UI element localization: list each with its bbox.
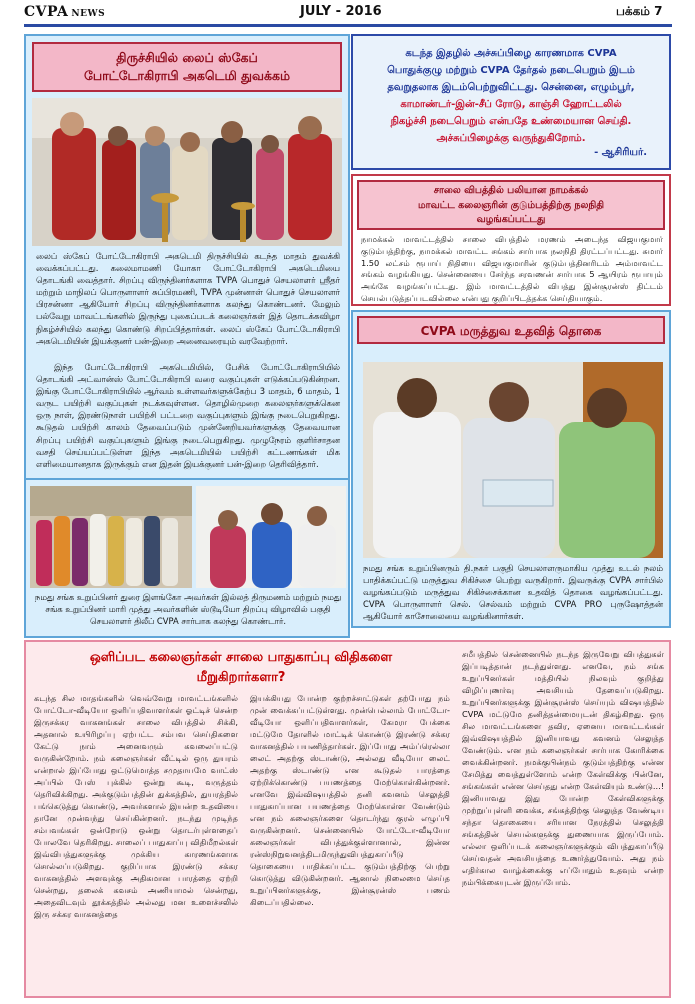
notice-line-5: நிகழ்ச்சி நடைபெறும் என்பதே உண்மையான செய்தி. (390, 116, 632, 127)
academy-paragraph-2: இந்த போட்டோகிராபி அகடெமியில், பேசிக் போட்டோகிராபியில் தொடங்கி அட்வான்ஸ் போட்டோகிராபி வரை வகுப்புகள் எடுக்கப்படுகின்றன. இங்கு போட்டோகிராபியில் ஆர்வம் உள்ளவர்களுக்கேற்ப 3 மாதம், 6 மாதம், 1 வருட பயிற்சி வகுப்புகள் நடக்கவுள்ளன. தொழில்முறை கலைஞர்களுக்கென ஒரு நாள், இரண்டுநாள் பயிற்சி பட்டறை வகுப்புகளும் இங்கு நடைபெறுகிறது. கூடுதல் பயிற்சி காலம் தேவைப்படும் முன்னேறியவர்களுக்கு தேவையான சிறப்பு பயிற்சி வகுப்புகளும் இங்கு நடைபெறுகிறது. முழுநேரம் குளிர்சாதன வசதி செய்யப்பட்டுள்ள இந்த அகடெமியில் பயிற்சி கட்டணங்கள் மிக எளிமையானதாக இருக்கும் என இதன் இயக்குனர் பன்-இறை தெரிவித்தார். (36, 362, 340, 469)
notice-signature: - ஆசிரியர். (594, 147, 647, 158)
accident-title-line3: வழங்கப்பட்டது (476, 214, 546, 225)
studio-wedding-article (24, 478, 350, 638)
road-safety-column-3: சமீபத்தில் சென்னையில் நடந்த இருவேறு விபத்துகள் இப்படித்தான் நடந்துள்ளது. எனவே, நம் சங்க உறுப்பினர்கள் மத்தியில் நிலவும் குறித்து விழிப்புணர்வு அவசியம் தேவைப்படுகிறது. உறுப்பினர்களுக்கு இன்சூரன்ஸ் செய்யும் விஷயத்தில் CVPA மட்டுமே தனித்தன்மையுடன் திகழ்கிறது. ஒரு சில மாவட்டங்களை தவிர, ஏனைய மாவட்டங்கள் இவ்விஷயத்தில் இனியாவது கவனம் செலுத்த வேண்டும். என நம் கலைஞர்கள் சார்பாக கோரிக்கை வைக்கின்றனர். நமக்குபின்நம் குடும்பத்திற்கு என்ன சேமித்து வைத்துள்ளோம் என்ற கேள்விக்கு பின்னே, சங்கங்கள் என்ன செய்தது என்ற கேள்வியும் உண்டு...! இனியாவது இது போன்ற கேள்விகளுக்கு முற்றுப்புள்ளி வைக்க, சங்கத்திற்கு செலுத்த வேண்டிய சந்தா தொகையை சரியான நேரத்தில் செலுத்தி சங்கத்தின் செயல்களுக்கு துணையாக இருப்போம். எல்லா ஒளிப்படக் கலைஞர்களுக்கும் விபத்துகாப்பீடு செய்வதன் அவசியத்தை உணர்த்துவோம். அது நம் எதிர்கால வாழ்க்கைக்கு எப்போதும் உதவும் என்ற நம்பிக்கையுடன் இருப்போம். (462, 649, 664, 887)
cheque-handover-photo (363, 362, 663, 558)
notice-line-3: தவறுதலாக இடம்பெற்றுவிட்டது. சென்னை, எழும்பூர், (387, 82, 635, 93)
logo-text: CVPA (24, 4, 69, 20)
page-number: பக்கம் 7 (616, 4, 663, 18)
academy-title (32, 42, 342, 92)
road-safety-title (26, 648, 456, 688)
notice-line-2: பொதுக்குழு மற்றும் CVPA தேர்தல் நடைபெறும் இடம் (387, 65, 635, 76)
medical-caption: நமது சங்க உறுப்பினரும் தி.நகர் பகுதி செயலாளருமாகிய முத்து உடல் நலம் பாதிக்கப்பட்டு மருத்துவ சிகிச்சை பெற்று வருகிறார். இவருக்கு CVPA சார்பில் வழங்கப்படும் மருத்துவ சிகிச்சைக்கான உதவித் தொகை வழங்கப்பட்டது. CVPA பொருளாளர் செல். செல்வம் மற்றும் CVPA PRO புருஷோத்தன் ஆகியோர் காசோலையை வழங்கினார்கள். (363, 563, 663, 621)
accident-relief-article (351, 174, 671, 306)
medical-aid-article (351, 310, 671, 628)
academy-lamp-lighting-photo (32, 98, 342, 246)
academy-title-line2: போட்டோகிராபி அகடெமி துவக்கம் (83, 68, 291, 83)
medical-title (357, 316, 665, 344)
academy-article (24, 34, 350, 518)
studio-photo-illustration (196, 486, 346, 588)
newsletter-logo (24, 4, 105, 20)
road-safety-title-line1: ஒளிப்பட கலைஞர்கள் சாலை பாதுகாப்பு விதிகளை (89, 650, 393, 665)
notice-line-6: அச்சுப்பிழைக்கு வருந்துகிறோம். (436, 133, 586, 144)
wedding-photo-illustration (30, 486, 192, 588)
accident-title-line2: மாவட்ட கலைஞரின் குடும்பத்திற்கு நலநிதி (418, 199, 604, 211)
studio-wedding-caption: நமது சங்க உறுப்பினர் துரை இளங்கோ அவர்கள் இல்லத் திருமணம் மற்றும் நமது சங்க உறுப்பினர் மாரி முத்து அவர்களின் ஸ்டூடியோ திறப்பு விழாவில் பகுதி செயலாளர் திலீப் CVPA சார்பாக கலந்து கொண்டார். (34, 592, 342, 626)
studio-opening-photo (196, 486, 346, 588)
road-safety-title-line2: மீறுகிறார்களா? (196, 670, 286, 685)
accident-title (357, 180, 665, 230)
correction-notice (351, 34, 671, 170)
road-safety-column-2: இயக்கியது போன்ற குற்றச்சாட்டுகள் தற்போது நம் முன் வைக்கப்பட்டுள்ளது. முன்பெல்லாம் போட்டோ-வீடியோ ஒளிப்பதிவாளர்கள், கேமரா பேக்கை மட்டுமே தோளில் மாட்டிக் கொண்டு இரண்டு சக்கர வாகனத்தில் பயணித்தார்கள். இப்போது அம்ப்ரெல்லா லைட் அதற்கு ஸ்டாண்டு, அல்லது வீடியோ லைட் அதற்கு ஸ்டாண்டு என கூடுதல் பாரத்தை ஏற்றிக்கொண்டு பயணத்தை மேற்கொள்கின்றனர். எனவே இவ்விஷயத்தில் தனி கவனம் செலுத்தி பாதுகாப்பான பயணத்தை மேற்கொள்ள வேண்டும் என நம் கலைஞர்களை தொடர்ந்து குரல் எழுப்பி வருகின்றனர். சென்னையில் போட்டோ-வீடியோ கலைஞர்கள் விபத்துக்குள்ளானால், இன்ன ரன்ஸ்நிறுவனத்திடமிருந்துவிபத்துகாப்பீடு தொகையை பாதிக்கப்பட்ட குடும்பத்திற்கு பெற்று கொடுத்து விடுகின்றனர். ஆனால் நிலைமை செய்த உறுப்பினர்களுக்கு, இன்சூரன்ஸ் பணம் கிடைப்பதில்லை. (250, 693, 450, 907)
accident-paragraph: நாமக்கல் மாவட்டத்தில் சாலை விபத்தில் மரணம் அடைந்த விஜயகுமார் குடும்பத்திற்கு, நாமக்கல் மாவட்ட சங்கம் சார்பாக நலநிதி திரட்டப்பட்டது. சுமார் 1.50 லட்சம் ரூபாய் நிதியை விஜயகுமாரின் குடும்பத்தினரிடம் அம்மாவட்ட சங்கம் வழங்கியது. சென்னையை சேர்ந்த சரவணன் சார்பாக 5 ஆயிரம் ரூபாயும் அங்கே வழங்கப்பட்டது. இம் மாவட்டத்தில் விபத்து இன்சூரன்ஸ் திட்டம் செயல்படுத்தப்படவில்லை என்பது குறிப்பிடத்தக்க செய்தியாகும். (361, 234, 663, 303)
cheque-photo-illustration (363, 362, 663, 558)
header-rule (24, 24, 672, 27)
accident-title-line1: சாலை விபத்தில் பலியான நாமக்கல் (433, 185, 589, 196)
academy-paragraph-1: லைப் ஸ்கேப் போட்டோகிராபி அகடெமி திருச்சியில் கடந்த மாதம் துவக்கி வைக்கப்பட்டது. கலைமாமணி யோகா போட்டோகிராபி அகடெமியை தொடங்கி வைத்தார். சிறப்பு விருந்தினர்களாக TVPA பொதுச் செயலாளர் ஸ்ரீதர் மற்றும் மாநிலப் பொருளாளர் சுப்பிரமணி, TVPA முன்னாள் பொதுச் செயலாளர் பிரசன்னா ஆகியோர் சிறப்பு விருந்தினர்களாக கலந்து கொண்டனர். மேலும் பல்வேறு மாவட்டங்களில் இருந்து புகைப்படக் கலைஞர்கள் இத் தொடக்கவிழா நிகழ்ச்சியில் கலந்து கொண்டு சிறப்பித்தார்கள். லைப் ஸ்கேப் போட்டோகிராபி அகடெமியின் இயக்குனர் பன்-இறை அனைவரையும் வரவேற்றார். (36, 251, 340, 346)
road-safety-article (24, 640, 671, 998)
academy-title-line1: திருச்சியில் லைப் ஸ்கேப் (116, 50, 258, 65)
issue-date: JULY - 2016 (300, 4, 382, 19)
academy-photo-illustration (32, 98, 342, 246)
road-safety-column-1: கடந்த சில மாதங்களில் வெவ்வேறு மாவட்டங்களில் போட்டோ-வீடியோ ஒளிப்பதிவாளர்கள் ஓட்டிச் சென்ற இருசக்கர வாகனங்கள் சாலை விபத்தில் சிக்கி, அதனால் உயிரிழப்பு ஏற்பட்ட சம்பவ செய்திகளை கேட்டு நாம் அனைவரும் கவலைப்பட்டு வருகின்றோம். நம் கலைஞர்கள் வீட்டில் ஒரு துயரம் என்றால் இப்போது ஒட்டுமொத்த சமுதாயமே வாட்ஸ் அப்பில் பேஸ் புக்கில் ஒன்று கூடி, வருத்தம் தெரிவிக்கிறது. அக்குடும்பத்தின் துக்கத்தில், துயரத்தில் பங்கெடுத்து கொண்டு, அவர்களால் இயன்ற உதவியை தானே முன்வந்து செய்கின்றனர். நடந்து முடிந்த சம்பவங்கள் ஒன்றோடு ஒன்று தொடர்புள்ளதைப் போலவே தெரிகிறது. சாலைப் பாதுகாப்பு விதிமீறல்கள் இவ்விபத்துகளுக்கு முக்கிய காரணங்களாக சொல்லப்படுகிறது. குறிப்பாக இரண்டு சக்கர வாகனத்தில் அளவுக்கு அதிகமான பாரத்தை ஏற்றி சென்றது, தலைக் கவசம் அணியாமல் சென்றது, அதைவிடவும் தூக்கத்தில் அல்லது மன உளைச்சலில் இரு சக்கர வாகனத்தை (34, 693, 238, 919)
notice-line-1: கடந்த இதழில் அச்சுப்பிழை காரணமாக CVPA (405, 48, 617, 59)
logo-subtext: NEWS (71, 9, 106, 19)
notice-line-4: காமாண்டர்-இன்-சீப் ரோடு, காஞ்சி ஹோட்டலில் (400, 99, 622, 110)
medical-title-text: CVPA மருத்துவ உதவித் தொகை (420, 324, 602, 338)
wedding-group-photo (30, 486, 192, 588)
